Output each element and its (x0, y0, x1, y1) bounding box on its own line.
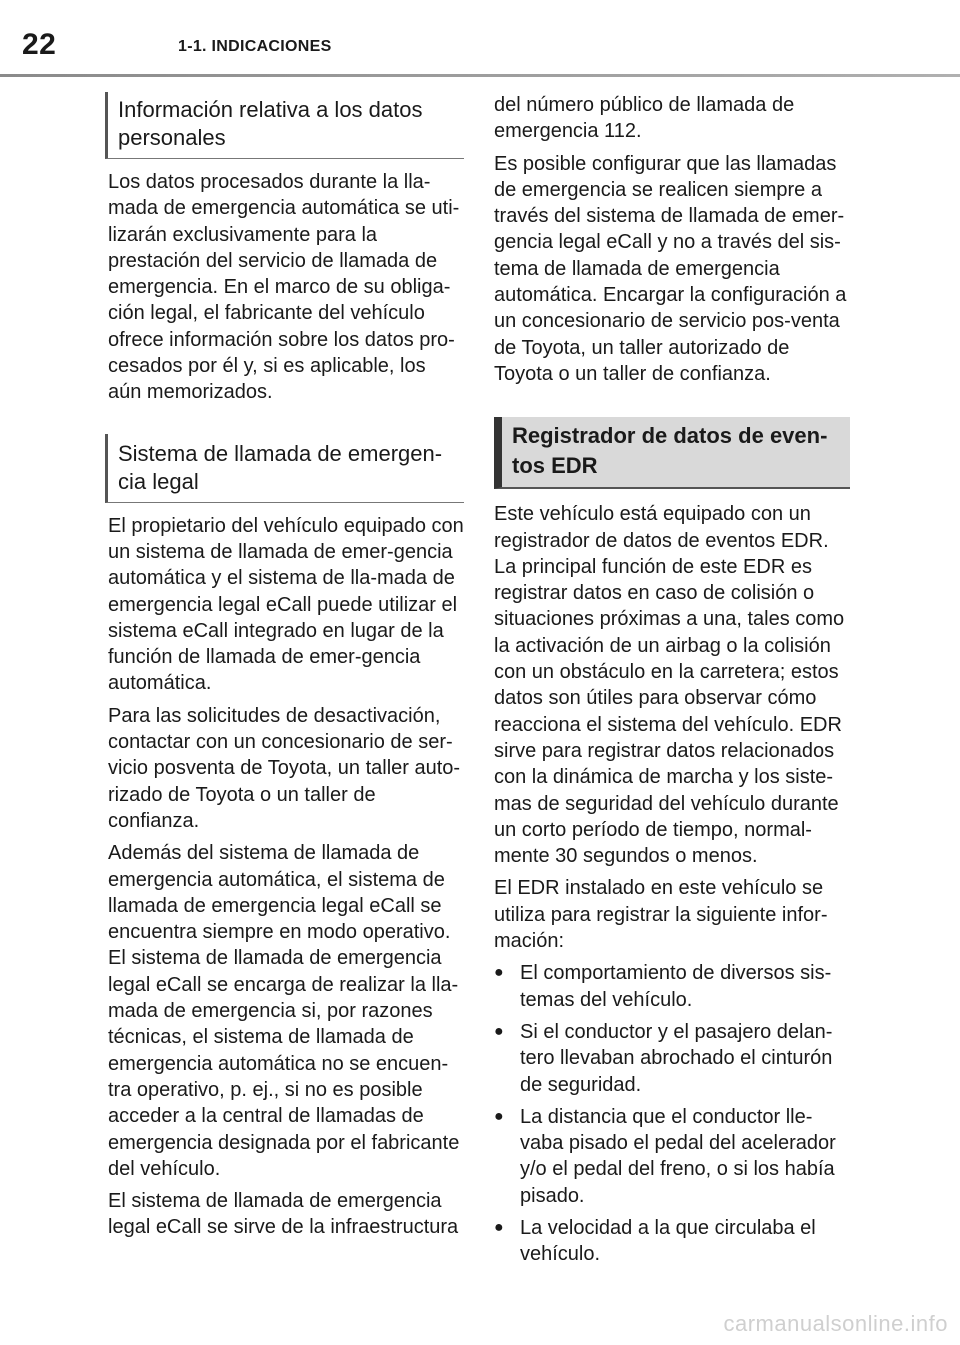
paragraph: Para las solicitudes de desactivación, contactar con un concesionario de ser-vicio posventa de Toyota, un taller auto-rizado de Toyota o un taller de confianza. (108, 704, 461, 832)
list-item (494, 960, 850, 1013)
paragraph: Es posible configurar que las llamadas de emergencia se realicen siempre a través del sistema de llamada de emer-gencia legal eCall y no a través del sis-tema de llamada de emergencia automática. Encargar la configuración a un concesionario de servicio pos-venta de Toyota, un taller autorizado de Toyota o un taller de confianza. (494, 152, 847, 385)
bullet-icon: ● (494, 1107, 504, 1125)
bullet-icon: ● (494, 1022, 504, 1040)
list-item-text: La velocidad a la que circulaba el vehículo. (520, 1216, 816, 1266)
list-item (494, 1215, 850, 1268)
section-heading-edr: Registrador de datos de even-tos EDR (494, 417, 850, 489)
right-column (494, 92, 850, 1274)
list-item (494, 1104, 850, 1209)
paragraph: El sistema de llamada de emergencia legal eCall se sirve de la infraestructura (108, 1190, 459, 1239)
header-divider (0, 74, 960, 77)
list-item (494, 1019, 850, 1098)
paragraph: El propietario del vehículo equipado con un sistema de llamada de emer-gencia automática y el sistema de lla-mada de emergencia legal eCall puede utilizar el sistema eCall integrado en lugar de la función de llamada de emer-gencia automática. (108, 514, 464, 695)
subheading-legal-emergency-call: Sistema de llamada de emergen-cia legal (105, 434, 464, 503)
paragraph: Este vehículo está equipado con un registrador de datos de eventos EDR. La principal función de este EDR es registrar datos en caso de colisión o situaciones próximas a una, tales como la activación de un airbag o la colisión con un obstáculo en la carretera; estos datos son útiles para observar cómo reacciona el sistema del vehículo. EDR sirve para registrar datos relacionados con la dinámica de marcha y los siste-mas de seguridad del vehículo durante un corto período de tiempo, normal-mente 30 segundos o menos. (494, 503, 845, 868)
page-number: 22 (22, 28, 57, 61)
bullet-icon: ● (494, 1218, 504, 1236)
paragraph: El EDR instalado en este vehículo se utiliza para registrar la siguiente infor-mación: (494, 877, 828, 953)
list-item-text: Si el conductor y el pasajero delan-tero llevaban abrochado el cinturón de seguridad. (520, 1020, 833, 1096)
paragraph: Además del sistema de llamada de emergencia automática, el sistema de llamada de emergencia legal eCall se encuentra siempre en modo operativo. El sistema de llamada de emergencia legal eCall se encarga de realizar la lla-mada de emergencia si, por razones técnicas, el sistema de llamada de emergencia automática no se encuen-tra operativo, p. ej., si no es posible acceder a la central de llamadas de emergencia designada por el fabricante del vehículo. (108, 842, 460, 1180)
left-column (108, 92, 464, 1247)
section-title: 1-1. INDICACIONES (178, 38, 332, 55)
list-item-text: La distancia que el conductor lle-vaba pisado el pedal del acelerador y/o el pedal del freno, o si los había pisado. (520, 1105, 836, 1207)
subheading-personal-data: Información relativa a los datos personales (105, 92, 464, 159)
list-item-text: El comportamiento de diversos sis-temas del vehículo. (520, 962, 832, 1011)
paragraph: Los datos procesados durante la lla-mada de emergencia automática se uti-lizarán exclusivamente para la prestación del servicio de llamada de emergencia. En el marco de su obliga-ción legal, el fabricante del vehículo ofrece información sobre los datos pro-cesados por él y, si es aplicable, los aún memorizados. (108, 171, 460, 404)
paragraph: del número público de llamada de emergencia 112. (494, 94, 795, 143)
bullet-icon: ● (494, 964, 504, 982)
watermark: carmanualsonline.info (723, 1311, 948, 1336)
